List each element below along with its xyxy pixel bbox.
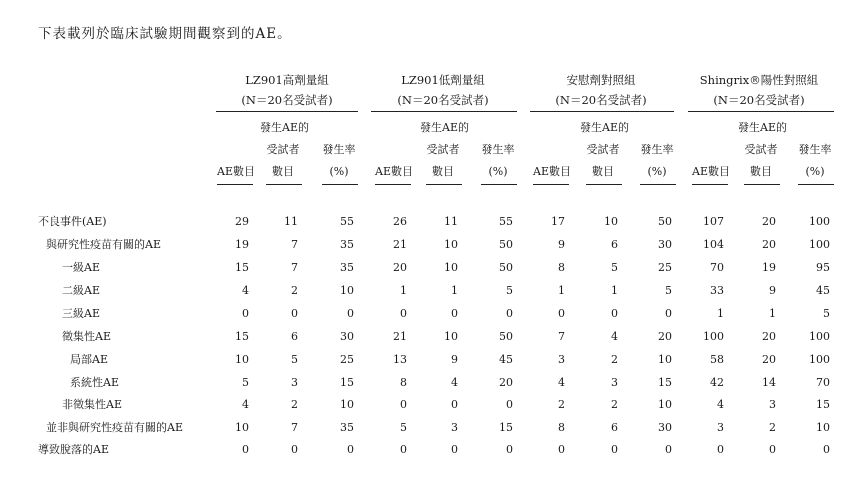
table-cell: 10: [604, 215, 618, 228]
table-cell: 0: [242, 443, 249, 456]
table-cell: 15: [816, 398, 830, 411]
group-divider: [371, 111, 517, 112]
table-cell: 58: [710, 353, 724, 366]
table-cell: 15: [340, 376, 354, 389]
table-cell: 5: [611, 261, 618, 274]
group-n: (N＝20名受試者): [397, 93, 489, 107]
group-n: (N＝20名受試者): [241, 93, 333, 107]
table-cell: 0: [665, 443, 672, 456]
table-cell: 30: [658, 238, 672, 251]
table-cell: 107: [703, 215, 724, 228]
col-header-subjects: 數目: [750, 165, 772, 178]
table-cell: 20: [762, 215, 776, 228]
table-cell: 15: [235, 330, 249, 343]
table-cell: 9: [558, 238, 565, 251]
table-cell: 15: [235, 261, 249, 274]
table-cell: 0: [611, 307, 618, 320]
row-label: 與研究性疫苗有關的AE: [46, 238, 161, 251]
table-cell: 2: [611, 398, 618, 411]
table-cell: 50: [499, 261, 513, 274]
table-cell: 26: [393, 215, 407, 228]
table-cell: 7: [291, 421, 298, 434]
table-cell: 0: [291, 443, 298, 456]
table-cell: 21: [393, 330, 407, 343]
table-cell: 0: [400, 307, 407, 320]
table-cell: 5: [823, 307, 830, 320]
col-header-underline: [533, 184, 569, 185]
table-cell: 10: [658, 353, 672, 366]
table-cell: 0: [717, 443, 724, 456]
table-cell: 19: [762, 261, 776, 274]
table-cell: 3: [611, 376, 618, 389]
table-cell: 14: [762, 376, 776, 389]
table-cell: 10: [444, 238, 458, 251]
table-cell: 2: [769, 421, 776, 434]
table-cell: 35: [340, 238, 354, 251]
table-cell: 11: [284, 215, 298, 228]
table-cell: 7: [291, 261, 298, 274]
col-header-underline: [798, 184, 834, 185]
table-cell: 3: [717, 421, 724, 434]
table-cell: 15: [658, 376, 672, 389]
table-cell: 17: [551, 215, 565, 228]
table-cell: 1: [451, 284, 458, 297]
table-cell: 1: [400, 284, 407, 297]
group-n: (N＝20名受試者): [713, 93, 805, 107]
table-cell: 10: [340, 284, 354, 297]
col-header-underline: [481, 184, 517, 185]
table-cell: 0: [506, 307, 513, 320]
table-cell: 6: [611, 421, 618, 434]
table-cell: 70: [710, 261, 724, 274]
col-header-underline: [266, 184, 302, 185]
col-header-subjects: 受試者: [266, 143, 300, 156]
table-cell: 30: [340, 330, 354, 343]
col-header-underline: [322, 184, 358, 185]
table-cell: 0: [400, 398, 407, 411]
table-cell: 9: [451, 353, 458, 366]
col-header-rate: 發生率: [798, 143, 832, 156]
col-header-rate: (%): [329, 165, 349, 178]
group-name: 安慰劑對照組: [566, 73, 636, 87]
row-label: 局部AE: [70, 353, 108, 366]
table-cell: 2: [291, 284, 298, 297]
col-header-subjects: 數目: [592, 165, 614, 178]
col-header-subjects: 受試者: [744, 143, 778, 156]
table-cell: 10: [235, 353, 249, 366]
col-header-subjects: 發生AE的: [260, 121, 309, 134]
table-cell: 3: [769, 398, 776, 411]
col-header-underline: [375, 184, 411, 185]
intro-text: 下表載列於臨床試驗期間觀察到的AE。: [38, 26, 292, 42]
table-cell: 0: [451, 443, 458, 456]
table-cell: 0: [347, 443, 354, 456]
table-cell: 0: [558, 307, 565, 320]
table-cell: 100: [809, 238, 830, 251]
table-cell: 3: [291, 376, 298, 389]
table-cell: 45: [816, 284, 830, 297]
row-label: 三級AE: [62, 307, 100, 320]
col-header-rate: 發生率: [640, 143, 674, 156]
table-cell: 10: [444, 330, 458, 343]
table-cell: 45: [499, 353, 513, 366]
table-cell: 10: [340, 398, 354, 411]
col-header-subjects: 發生AE的: [580, 121, 629, 134]
table-cell: 100: [809, 330, 830, 343]
table-cell: 4: [242, 284, 249, 297]
table-cell: 0: [558, 443, 565, 456]
table-cell: 2: [558, 398, 565, 411]
col-header-ae-count: AE數目: [692, 165, 730, 178]
col-header-underline: [426, 184, 462, 185]
table-cell: 33: [710, 284, 724, 297]
table-cell: 20: [762, 238, 776, 251]
group-name: LZ901低劑量組: [401, 73, 485, 87]
table-cell: 1: [558, 284, 565, 297]
table-cell: 2: [611, 353, 618, 366]
table-cell: 95: [816, 261, 830, 274]
table-cell: 6: [291, 330, 298, 343]
group-header: [212, 70, 362, 110]
table-cell: 70: [816, 376, 830, 389]
table-cell: 10: [816, 421, 830, 434]
table-cell: 0: [451, 398, 458, 411]
table-cell: 25: [658, 261, 672, 274]
table-cell: 0: [665, 307, 672, 320]
table-cell: 2: [291, 398, 298, 411]
table-cell: 7: [558, 330, 565, 343]
col-header-ae-count: AE數目: [533, 165, 571, 178]
table-cell: 10: [444, 261, 458, 274]
col-header-ae-count: AE數目: [375, 165, 413, 178]
table-cell: 0: [242, 307, 249, 320]
table-cell: 0: [347, 307, 354, 320]
table-cell: 30: [658, 421, 672, 434]
col-header-underline: [744, 184, 780, 185]
row-label: 導致脫落的AE: [38, 443, 109, 456]
table-cell: 5: [506, 284, 513, 297]
table-cell: 0: [823, 443, 830, 456]
table-cell: 100: [809, 353, 830, 366]
table-cell: 9: [769, 284, 776, 297]
table-cell: 3: [451, 421, 458, 434]
table-cell: 4: [242, 398, 249, 411]
row-label: 一級AE: [62, 261, 100, 274]
table-cell: 20: [499, 376, 513, 389]
table-cell: 4: [611, 330, 618, 343]
table-cell: 55: [340, 215, 354, 228]
table-cell: 0: [451, 307, 458, 320]
group-n: (N＝20名受試者): [555, 93, 647, 107]
table-cell: 20: [393, 261, 407, 274]
col-header-underline: [586, 184, 622, 185]
group-name: LZ901高劑量組: [245, 73, 329, 87]
table-cell: 8: [558, 421, 565, 434]
table-cell: 8: [558, 261, 565, 274]
table-cell: 4: [717, 398, 724, 411]
table-cell: 29: [235, 215, 249, 228]
table-cell: 104: [703, 238, 724, 251]
table-cell: 0: [506, 398, 513, 411]
col-header-subjects: 發生AE的: [738, 121, 787, 134]
table-cell: 50: [499, 330, 513, 343]
col-header-subjects: 數目: [272, 165, 294, 178]
table-cell: 25: [340, 353, 354, 366]
col-header-rate: 發生率: [481, 143, 515, 156]
col-header-subjects: 受試者: [426, 143, 460, 156]
group-header: [368, 70, 518, 110]
table-cell: 50: [658, 215, 672, 228]
group-name: Shingrix®陽性對照組: [699, 73, 819, 87]
row-label: 不良事件(AE): [38, 215, 107, 228]
table-cell: 6: [611, 238, 618, 251]
row-label: 系統性AE: [70, 376, 119, 389]
col-header-rate: (%): [488, 165, 508, 178]
table-cell: 11: [444, 215, 458, 228]
table-cell: 35: [340, 421, 354, 434]
table-cell: 5: [400, 421, 407, 434]
table-cell: 35: [340, 261, 354, 274]
row-label: 徵集性AE: [62, 330, 111, 343]
table-cell: 20: [762, 353, 776, 366]
col-header-subjects: 受試者: [586, 143, 620, 156]
table-cell: 8: [400, 376, 407, 389]
table-cell: 5: [291, 353, 298, 366]
table-cell: 13: [393, 353, 407, 366]
table-cell: 20: [658, 330, 672, 343]
table-cell: 4: [558, 376, 565, 389]
table-cell: 10: [658, 398, 672, 411]
row-label: 非徵集性AE: [62, 398, 122, 411]
table-cell: 1: [769, 307, 776, 320]
group-divider: [688, 111, 834, 112]
col-header-ae-count: AE數目: [217, 165, 255, 178]
row-label: 並非與研究性疫苗有關的AE: [46, 421, 183, 434]
table-cell: 100: [809, 215, 830, 228]
group-divider: [530, 111, 674, 112]
table-cell: 50: [499, 238, 513, 251]
table-cell: 7: [291, 238, 298, 251]
table-cell: 55: [499, 215, 513, 228]
table-cell: 1: [717, 307, 724, 320]
group-divider: [216, 111, 358, 112]
table-cell: 20: [762, 330, 776, 343]
table-cell: 3: [558, 353, 565, 366]
table-cell: 0: [506, 443, 513, 456]
table-cell: 15: [499, 421, 513, 434]
table-cell: 0: [400, 443, 407, 456]
table-cell: 1: [611, 284, 618, 297]
col-header-underline: [692, 184, 728, 185]
group-header: [684, 70, 834, 110]
table-cell: 0: [611, 443, 618, 456]
col-header-underline: [640, 184, 676, 185]
col-header-subjects: 數目: [432, 165, 454, 178]
group-header: [526, 70, 676, 110]
table-cell: 100: [703, 330, 724, 343]
col-header-underline: [217, 184, 253, 185]
col-header-subjects: 發生AE的: [420, 121, 469, 134]
table-cell: 42: [710, 376, 724, 389]
table-cell: 0: [291, 307, 298, 320]
col-header-rate: (%): [805, 165, 825, 178]
row-label: 二級AE: [62, 284, 100, 297]
table-cell: 10: [235, 421, 249, 434]
table-cell: 0: [769, 443, 776, 456]
table-cell: 21: [393, 238, 407, 251]
col-header-rate: (%): [647, 165, 667, 178]
table-cell: 4: [451, 376, 458, 389]
table-cell: 19: [235, 238, 249, 251]
table-cell: 5: [665, 284, 672, 297]
col-header-rate: 發生率: [322, 143, 356, 156]
table-cell: 5: [242, 376, 249, 389]
